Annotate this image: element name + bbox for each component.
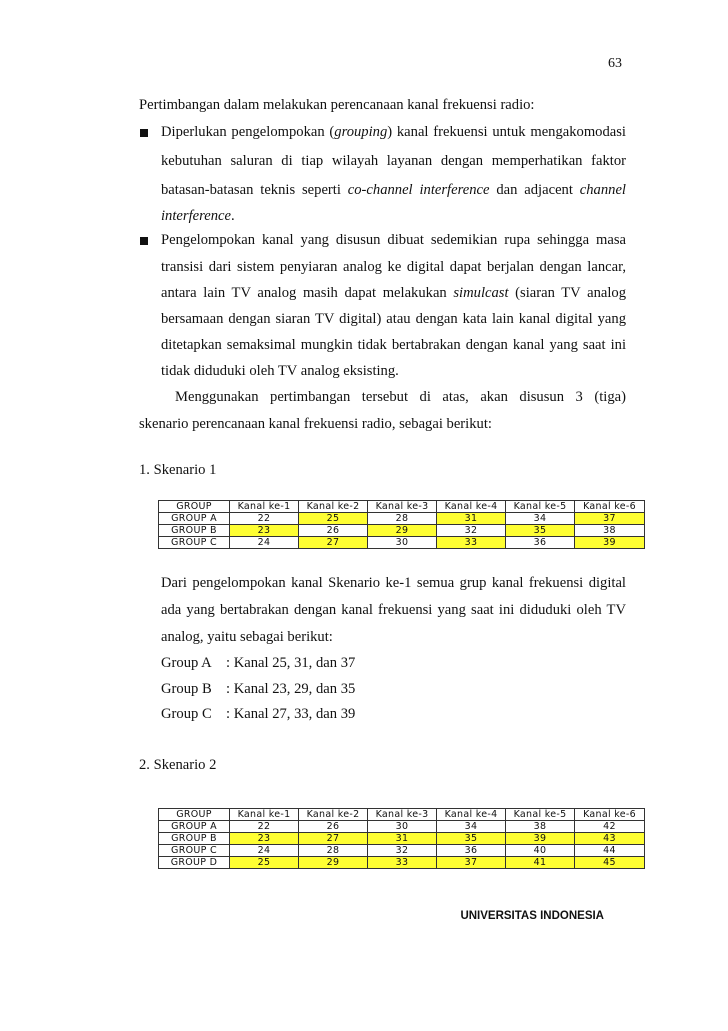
group-cell: GROUP C bbox=[159, 845, 230, 857]
table-cell-highlighted: 33 bbox=[368, 857, 437, 869]
table-cell-highlighted: 33 bbox=[437, 537, 506, 549]
table-cell: 38 bbox=[575, 525, 645, 537]
table-row bbox=[159, 845, 645, 857]
table-cell-highlighted: 31 bbox=[437, 513, 506, 525]
intro-text: Pertimbangan dalam melakukan perencanaan kanal frekuensi radio: bbox=[139, 97, 535, 113]
table-cell: 34 bbox=[437, 821, 506, 833]
table-cell: 38 bbox=[506, 821, 575, 833]
group-cell: GROUP B bbox=[159, 525, 230, 537]
group-c-value: : Kanal 27, 33, dan 39 bbox=[226, 706, 356, 722]
scenario-1-text-line-1: Dari pengelompokan kanal Skenario ke-1 semua grup kanal frekuensi digital bbox=[161, 575, 626, 591]
table-cell-highlighted: 35 bbox=[506, 525, 575, 537]
table-cell: 34 bbox=[506, 513, 575, 525]
header-cell: Kanal ke-5 bbox=[506, 809, 575, 821]
header-cell: Kanal ke-1 bbox=[230, 501, 299, 513]
header-cell: Kanal ke-4 bbox=[437, 809, 506, 821]
header-cell: Kanal ke-6 bbox=[575, 809, 645, 821]
table-cell: 40 bbox=[506, 845, 575, 857]
bullet-1-line-2: kebutuhan saluran di tiap wilayah layanan dengan memperhatikan faktor bbox=[161, 153, 626, 169]
table-cell-highlighted: 39 bbox=[575, 537, 645, 549]
scenario-2-table bbox=[158, 808, 645, 869]
table-cell-highlighted: 29 bbox=[299, 857, 368, 869]
table-cell: 28 bbox=[299, 845, 368, 857]
table-cell: 24 bbox=[230, 845, 299, 857]
table-cell: 44 bbox=[575, 845, 645, 857]
table-cell: 30 bbox=[368, 537, 437, 549]
table-cell-highlighted: 31 bbox=[368, 833, 437, 845]
paragraph-line-2: skenario perencanaan kanal frekuensi radio, sebagai berikut: bbox=[139, 416, 492, 432]
header-cell: Kanal ke-2 bbox=[299, 501, 368, 513]
header-cell: Kanal ke-3 bbox=[368, 809, 437, 821]
group-cell: GROUP B bbox=[159, 833, 230, 845]
footer-university-name: UNIVERSITAS INDONESIA bbox=[460, 910, 604, 922]
table-header-row bbox=[159, 501, 645, 513]
scenario-1-heading: 1. Skenario 1 bbox=[139, 462, 217, 478]
group-cell: GROUP C bbox=[159, 537, 230, 549]
table-cell-highlighted: 45 bbox=[575, 857, 645, 869]
header-cell: Kanal ke-5 bbox=[506, 501, 575, 513]
table-cell-highlighted: 37 bbox=[437, 857, 506, 869]
table-row bbox=[159, 525, 645, 537]
group-cell: GROUP D bbox=[159, 857, 230, 869]
bullet-2-line-1: Pengelompokan kanal yang disusun dibuat sedemikian rupa sehingga masa bbox=[161, 232, 626, 248]
table-cell: 26 bbox=[299, 821, 368, 833]
table-cell: 24 bbox=[230, 537, 299, 549]
bullet-1-line-1: Diperlukan pengelompokan (grouping) kanal frekuensi untuk mengakomodasi bbox=[161, 124, 626, 140]
table-cell: 42 bbox=[575, 821, 645, 833]
table-cell: 22 bbox=[230, 513, 299, 525]
group-b-value: : Kanal 23, 29, dan 35 bbox=[226, 681, 356, 697]
table-cell-highlighted: 23 bbox=[230, 525, 299, 537]
bullet-2-line-5: ditetapkan semaksimal mungkin tidak bertabrakan dengan kanal yang saat ini bbox=[161, 337, 626, 353]
bullet-1-line-4: interference. bbox=[161, 208, 235, 224]
group-a-value: : Kanal 25, 31, dan 37 bbox=[226, 655, 356, 671]
table-cell: 26 bbox=[299, 525, 368, 537]
table-cell-highlighted: 41 bbox=[506, 857, 575, 869]
table-cell: 30 bbox=[368, 821, 437, 833]
scenario-1-text-line-2: ada yang bertabrakan dengan kanal frekuensi yang saat ini diduduki oleh TV bbox=[161, 602, 626, 618]
scenario-1-table bbox=[158, 500, 645, 549]
table-cell-highlighted: 43 bbox=[575, 833, 645, 845]
header-cell: GROUP bbox=[159, 809, 230, 821]
table-row bbox=[159, 821, 645, 833]
table-row bbox=[159, 537, 645, 549]
bullet-1-line-3: batasan-batasan teknis seperti co-channel interference dan adjacent channel bbox=[161, 182, 626, 198]
bullet-marker-2 bbox=[140, 237, 148, 245]
table-cell-highlighted: 35 bbox=[437, 833, 506, 845]
bullet-marker-1 bbox=[140, 129, 148, 137]
header-cell: GROUP bbox=[159, 501, 230, 513]
table-cell-highlighted: 23 bbox=[230, 833, 299, 845]
group-b-label: Group B bbox=[161, 681, 212, 697]
table-header-row bbox=[159, 809, 645, 821]
header-cell: Kanal ke-6 bbox=[575, 501, 645, 513]
bullet-2-line-3: antara lain TV analog masih dapat melakukan simulcast (siaran TV analog bbox=[161, 285, 626, 301]
scenario-1-text-line-3: analog, yaitu sebagai berikut: bbox=[161, 629, 333, 645]
table-cell-highlighted: 37 bbox=[575, 513, 645, 525]
table-cell-highlighted: 27 bbox=[299, 537, 368, 549]
group-a-label: Group A bbox=[161, 655, 212, 671]
page-number: 63 bbox=[608, 56, 622, 71]
bullet-2-line-4: bersamaan dengan siaran TV digital) atau dengan kata lain kanal digital yang bbox=[161, 311, 626, 327]
group-c-label: Group C bbox=[161, 706, 212, 722]
table-cell-highlighted: 25 bbox=[230, 857, 299, 869]
table-cell-highlighted: 25 bbox=[299, 513, 368, 525]
header-cell: Kanal ke-2 bbox=[299, 809, 368, 821]
group-cell: GROUP A bbox=[159, 821, 230, 833]
table-cell: 32 bbox=[437, 525, 506, 537]
scenario-2-heading: 2. Skenario 2 bbox=[139, 757, 217, 773]
header-cell: Kanal ke-4 bbox=[437, 501, 506, 513]
bullet-2-line-6: tidak diduduki oleh TV analog eksisting. bbox=[161, 363, 399, 379]
header-cell: Kanal ke-3 bbox=[368, 501, 437, 513]
group-cell: GROUP A bbox=[159, 513, 230, 525]
table-row bbox=[159, 833, 645, 845]
table-cell-highlighted: 29 bbox=[368, 525, 437, 537]
table-row bbox=[159, 513, 645, 525]
table-cell: 36 bbox=[437, 845, 506, 857]
header-cell: Kanal ke-1 bbox=[230, 809, 299, 821]
table-cell-highlighted: 27 bbox=[299, 833, 368, 845]
table-cell: 32 bbox=[368, 845, 437, 857]
table-cell: 36 bbox=[506, 537, 575, 549]
table-cell: 28 bbox=[368, 513, 437, 525]
table-cell: 22 bbox=[230, 821, 299, 833]
paragraph-line-1: Menggunakan pertimbangan tersebut di atas, akan disusun 3 (tiga) bbox=[175, 389, 626, 405]
bullet-2-line-2: transisi dari sistem penyiaran analog ke digital dapat berjalan dengan lancar, bbox=[161, 259, 626, 275]
table-row bbox=[159, 857, 645, 869]
table-cell-highlighted: 39 bbox=[506, 833, 575, 845]
